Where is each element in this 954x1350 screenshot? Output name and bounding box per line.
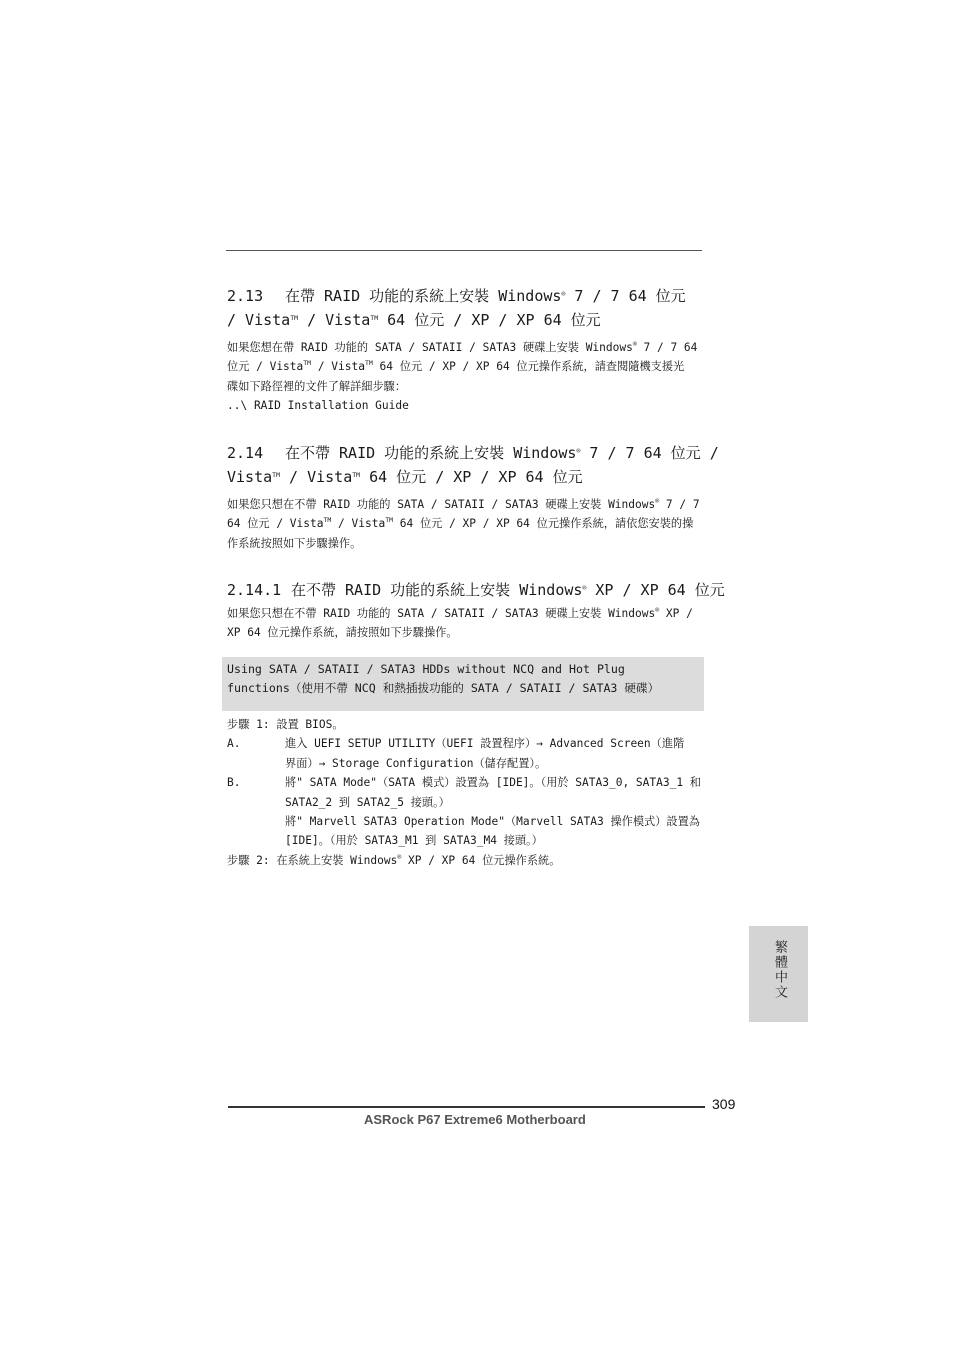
section-2-14-1-heading: 2.14.1 在不帶 RAID 功能的系統上安裝 Windows® XP / XP 64 位元 <box>227 581 725 599</box>
raid-guide-path: ..\ RAID Installation Guide <box>227 399 409 413</box>
box-line: Using SATA / SATAII / SATA3 HDDs without NCQ and Hot Plug <box>227 662 625 676</box>
footer-rule <box>228 1106 705 1108</box>
page-number: 309 <box>712 1096 736 1112</box>
section-2-14-para-line: 作系統按照如下步驟操作。 <box>227 536 362 550</box>
section-2-13-heading-cont: / Vista™ / Vista™ 64 位元 / XP / XP 64 位元 <box>227 311 601 329</box>
step-1: 步驟 1: 設置 BIOS。 <box>227 718 344 731</box>
top-rule <box>226 250 702 251</box>
step-b: B. 將" SATA Mode"（SATA 模式）設置為 [IDE]。（用於 SATA3_0, SATA3_1 和 SATA2_2 到 SATA2_5 接頭。） 將" Marvell SATA3 Operation Mode"（Marvell SATA3 操作模式）設置為 [IDE]。（用於 SATA3_M1 到 SATA3_M4 接頭。） <box>227 776 701 848</box>
section-2-14-para-line: 如果您只想在不帶 RAID 功能的 SATA / SATAII / SATA3 硬碟上安裝 Windows® 7 / 7 <box>227 497 700 511</box>
section-2-14-1 <box>227 578 725 643</box>
section-2-13-para-line: 如果您想在帶 RAID 功能的 SATA / SATAII / SATA3 硬碟上安裝 Windows® 7 / 7 64 <box>227 340 698 354</box>
section-2-13-para-line: 碟如下路徑裡的文件了解詳細步驟： <box>227 379 407 393</box>
section-2-14-para-line: 64 位元 / Vista™ / Vista™ 64 位元 / XP / XP 64 位元操作系統，請依您安裝的操 <box>227 516 694 531</box>
section-2-14 <box>227 441 719 553</box>
section-2-14-1-para-line: 如果您只想在不帶 RAID 功能的 SATA / SATAII / SATA3 硬碟上安裝 Windows® XP / <box>227 606 693 620</box>
section-2-13-para-line: 位元 / Vista™ / Vista™ 64 位元 / XP / XP 64 位元操作系統，請查閱隨機支援光 <box>227 359 685 374</box>
language-label: 繁體中文 <box>772 940 787 1000</box>
section-2-14-heading-cont: Vista™ / Vista™ 64 位元 / XP / XP 64 位元 <box>227 468 583 486</box>
step-a: A. 進入 UEFI SETUP UTILITY（UEFI 設置程序）→ Advanced Screen（進階 界面）→ Storage Configuration（儲存配置）。 <box>227 737 685 770</box>
section-2-13 <box>227 284 705 416</box>
box-line: functions（使用不帶 NCQ 和熱插拔功能的 SATA / SATAII / SATA3 硬碟） <box>227 681 660 696</box>
step-2: 步驟 2: 在系統上安裝 Windows® XP / XP 64 位元操作系統。 <box>227 852 561 867</box>
footer-title: ASRock P67 Extreme6 Motherboard <box>364 1112 586 1127</box>
steps <box>227 715 705 870</box>
subsection-box-text <box>227 660 659 699</box>
language-side-tab <box>749 926 808 1022</box>
section-2-14-heading: 2.14 在不帶 RAID 功能的系統上安裝 Windows® 7 / 7 64 位元 / <box>227 444 719 462</box>
section-2-14-1-para-line: XP 64 位元操作系統，請按照如下步驟操作。 <box>227 626 458 640</box>
section-2-13-heading: 2.13 在帶 RAID 功能的系統上安裝 Windows® 7 / 7 64 位元 <box>227 287 686 305</box>
